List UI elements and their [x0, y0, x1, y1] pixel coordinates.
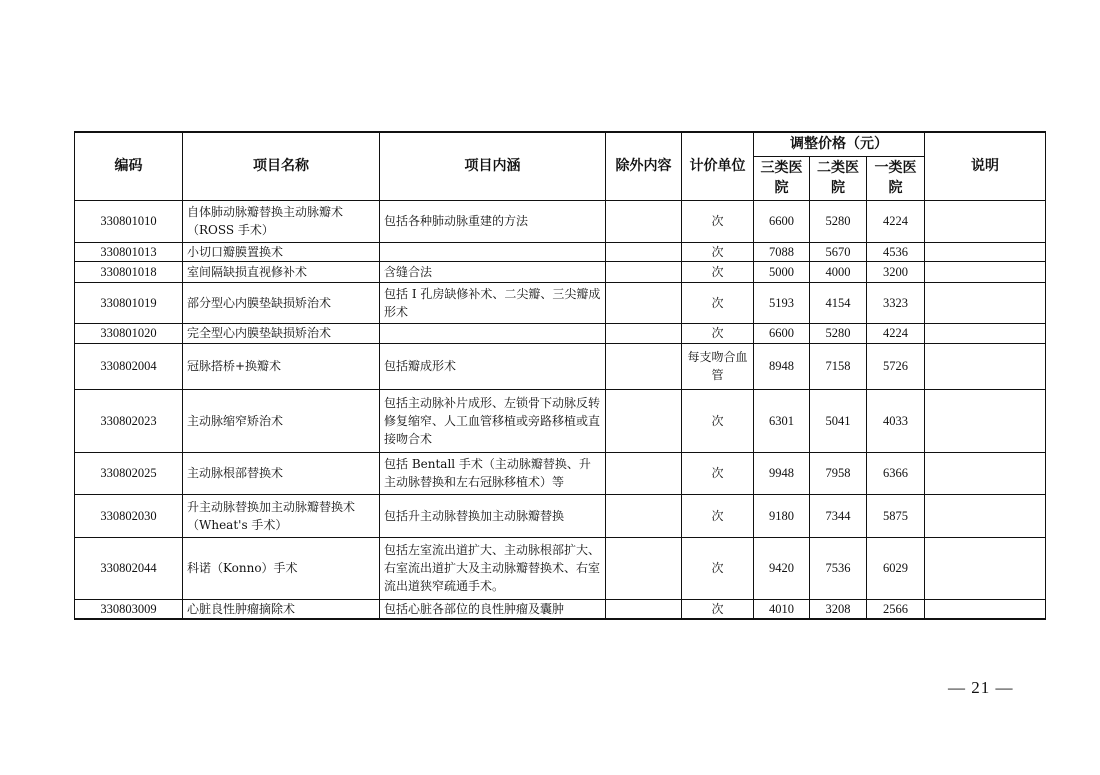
cell-content	[380, 323, 606, 343]
cell-exclusions	[606, 323, 682, 343]
cell-price-class3: 6600	[754, 200, 810, 242]
cell-note	[925, 242, 1046, 261]
cell-note	[925, 494, 1046, 537]
cell-note	[925, 343, 1046, 389]
cell-price-class1: 4224	[867, 200, 925, 242]
cell-price-class3: 9180	[754, 494, 810, 537]
header-class1: 一类医院	[867, 156, 925, 200]
cell-name: 自体肺动脉瓣替换主动脉瓣术（ROSS 手术）	[183, 200, 380, 242]
cell-price-class3: 9420	[754, 537, 810, 599]
cell-price-class2: 7158	[810, 343, 867, 389]
cell-note	[925, 537, 1046, 599]
cell-price-class1: 4536	[867, 242, 925, 261]
cell-price-class1: 5875	[867, 494, 925, 537]
cell-note	[925, 200, 1046, 242]
cell-price-class1: 2566	[867, 599, 925, 619]
cell-exclusions	[606, 343, 682, 389]
cell-price-class3: 5193	[754, 282, 810, 323]
cell-name: 升主动脉替换加主动脉瓣替换术（Wheat's 手术）	[183, 494, 380, 537]
cell-price-class2: 7344	[810, 494, 867, 537]
header-exclusions: 除外内容	[606, 132, 682, 200]
cell-content: 包括左室流出道扩大、主动脉根部扩大、右室流出道扩大及主动脉瓣替换术、右室流出道狭窄疏通手术。	[380, 537, 606, 599]
cell-price-class3: 7088	[754, 242, 810, 261]
cell-exclusions	[606, 599, 682, 619]
cell-price-class1: 4033	[867, 389, 925, 452]
cell-content: 含缝合法	[380, 261, 606, 282]
cell-price-class1: 6366	[867, 452, 925, 494]
cell-exclusions	[606, 282, 682, 323]
cell-price-class3: 6301	[754, 389, 810, 452]
cell-price-class2: 5670	[810, 242, 867, 261]
cell-name: 小切口瓣膜置换术	[183, 242, 380, 261]
cell-exclusions	[606, 389, 682, 452]
cell-content: 包括各种肺动脉重建的方法	[380, 200, 606, 242]
cell-price-class3: 8948	[754, 343, 810, 389]
table-row	[75, 452, 1046, 494]
table-row	[75, 389, 1046, 452]
cell-note	[925, 261, 1046, 282]
cell-code: 330801013	[75, 242, 183, 261]
cell-content: 包括 I 孔房缺修补术、二尖瓣、三尖瓣成形术	[380, 282, 606, 323]
cell-unit: 次	[682, 452, 754, 494]
cell-price-class1: 5726	[867, 343, 925, 389]
cell-code: 330802004	[75, 343, 183, 389]
table-row	[75, 599, 1046, 619]
table-row	[75, 537, 1046, 599]
table-row	[75, 242, 1046, 261]
header-code: 编码	[75, 132, 183, 200]
cell-name: 部分型心内膜垫缺损矫治术	[183, 282, 380, 323]
cell-note	[925, 389, 1046, 452]
cell-content: 包括心脏各部位的良性肿瘤及囊肿	[380, 599, 606, 619]
cell-note	[925, 323, 1046, 343]
page-number: — 21 —	[948, 678, 1014, 697]
cell-price-class2: 5280	[810, 200, 867, 242]
cell-exclusions	[606, 537, 682, 599]
cell-exclusions	[606, 494, 682, 537]
cell-name: 完全型心内膜垫缺损矫治术	[183, 323, 380, 343]
table-row	[75, 282, 1046, 323]
header-price-group: 调整价格（元）	[754, 132, 925, 156]
table-row	[75, 261, 1046, 282]
cell-unit: 次	[682, 323, 754, 343]
cell-price-class3: 5000	[754, 261, 810, 282]
cell-name: 心脏良性肿瘤摘除术	[183, 599, 380, 619]
cell-price-class2: 4154	[810, 282, 867, 323]
cell-price-class2: 4000	[810, 261, 867, 282]
cell-code: 330802023	[75, 389, 183, 452]
cell-note	[925, 282, 1046, 323]
cell-price-class1: 6029	[867, 537, 925, 599]
header-content: 项目内涵	[380, 132, 606, 200]
cell-exclusions	[606, 452, 682, 494]
cell-note	[925, 599, 1046, 619]
price-table	[74, 131, 1046, 620]
cell-code: 330802030	[75, 494, 183, 537]
cell-exclusions	[606, 200, 682, 242]
cell-price-class1: 4224	[867, 323, 925, 343]
cell-unit: 次	[682, 282, 754, 323]
cell-price-class3: 6600	[754, 323, 810, 343]
table-row	[75, 494, 1046, 537]
cell-name: 科诺（Konno）手术	[183, 537, 380, 599]
cell-unit: 次	[682, 537, 754, 599]
cell-price-class1: 3200	[867, 261, 925, 282]
cell-unit: 次	[682, 389, 754, 452]
cell-exclusions	[606, 261, 682, 282]
cell-content: 包括升主动脉替换加主动脉瓣替换	[380, 494, 606, 537]
cell-price-class2: 3208	[810, 599, 867, 619]
cell-code: 330803009	[75, 599, 183, 619]
cell-content: 包括 Bentall 手术（主动脉瓣替换、升主动脉替换和左右冠脉移植术）等	[380, 452, 606, 494]
header-class2: 二类医院	[810, 156, 867, 200]
header-unit: 计价单位	[682, 132, 754, 200]
table-row	[75, 343, 1046, 389]
cell-code: 330801018	[75, 261, 183, 282]
cell-price-class3: 9948	[754, 452, 810, 494]
cell-name: 冠脉搭桥+换瓣术	[183, 343, 380, 389]
cell-exclusions	[606, 242, 682, 261]
cell-code: 330802044	[75, 537, 183, 599]
table-row	[75, 323, 1046, 343]
cell-code: 330801020	[75, 323, 183, 343]
header-class3: 三类医院	[754, 156, 810, 200]
cell-name: 主动脉缩窄矫治术	[183, 389, 380, 452]
cell-price-class2: 7536	[810, 537, 867, 599]
cell-unit: 次	[682, 200, 754, 242]
cell-code: 330801019	[75, 282, 183, 323]
cell-price-class2: 5280	[810, 323, 867, 343]
cell-code: 330801010	[75, 200, 183, 242]
cell-content	[380, 242, 606, 261]
table-row	[75, 200, 1046, 242]
cell-content: 包括瓣成形术	[380, 343, 606, 389]
cell-code: 330802025	[75, 452, 183, 494]
cell-price-class2: 5041	[810, 389, 867, 452]
cell-content: 包括主动脉补片成形、左锁骨下动脉反转修复缩窄、人工血管移植或旁路移植或直接吻合术	[380, 389, 606, 452]
header-note: 说明	[925, 132, 1046, 200]
cell-unit: 次	[682, 261, 754, 282]
cell-price-class1: 3323	[867, 282, 925, 323]
cell-unit: 次	[682, 242, 754, 261]
cell-name: 室间隔缺损直视修补术	[183, 261, 380, 282]
cell-unit: 次	[682, 494, 754, 537]
cell-name: 主动脉根部替换术	[183, 452, 380, 494]
cell-unit: 次	[682, 599, 754, 619]
cell-price-class2: 7958	[810, 452, 867, 494]
cell-price-class3: 4010	[754, 599, 810, 619]
cell-note	[925, 452, 1046, 494]
cell-unit: 每支吻合血管	[682, 343, 754, 389]
header-name: 项目名称	[183, 132, 380, 200]
